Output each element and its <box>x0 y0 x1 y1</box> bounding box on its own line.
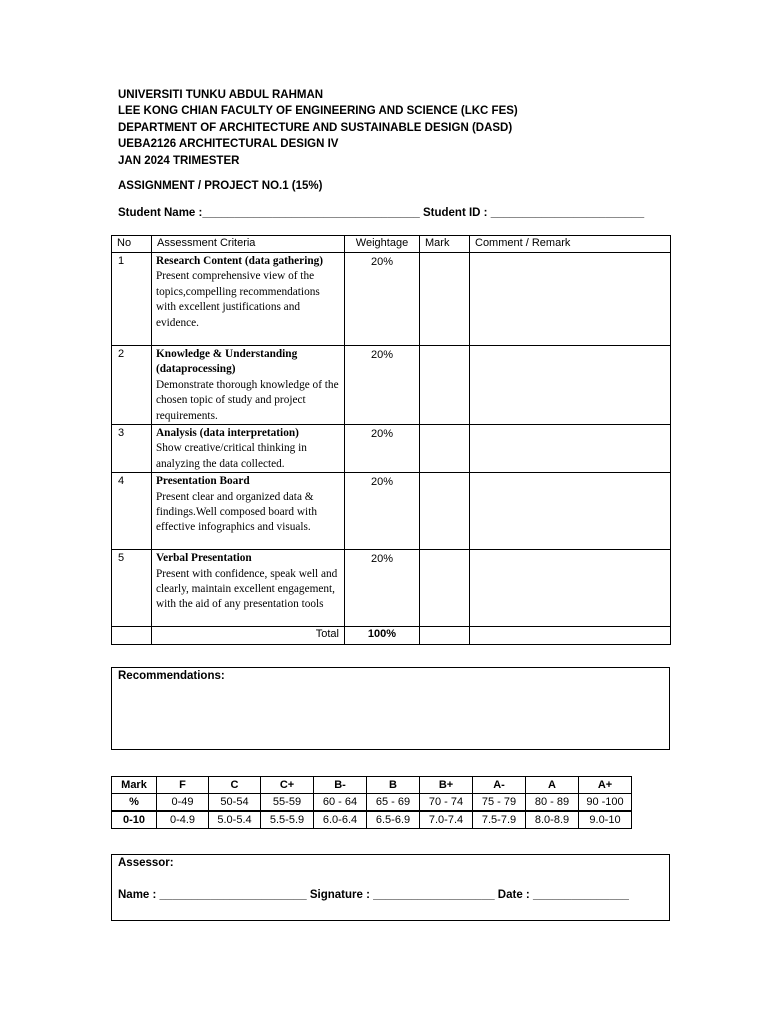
mark-cell[interactable] <box>420 473 470 550</box>
col-no-header: No <box>112 236 152 253</box>
grade-cell: 0-4.9 <box>157 811 209 829</box>
grade-cell: C <box>209 777 261 794</box>
grade-cell: 6.0-6.4 <box>314 811 367 829</box>
grade-cell: 5.0-5.4 <box>209 811 261 829</box>
grade-cell: 80 - 89 <box>526 794 579 812</box>
assignment-title: ASSIGNMENT / PROJECT NO.1 (15%) <box>118 180 323 192</box>
criteria-description: Present comprehensive view of the topics,compelling recommendations with excellent justifications and evidence. <box>156 270 320 329</box>
criteria-cell <box>152 550 345 627</box>
grade-cell: 75 - 79 <box>473 794 526 812</box>
grade-cell: 50-54 <box>209 794 261 812</box>
grade-cell: 7.5-7.9 <box>473 811 526 829</box>
trimester: JAN 2024 TRIMESTER <box>118 154 240 167</box>
course-name: UEBA2126 ARCHITECTURAL DESIGN IV <box>118 138 339 151</box>
grade-cell: 60 - 64 <box>314 794 367 812</box>
grade-cell: 65 - 69 <box>367 794 420 812</box>
criteria-cell <box>152 473 345 550</box>
criteria-title: Verbal Presentation <box>156 552 252 565</box>
criteria-cell <box>152 253 345 346</box>
criteria-title: Presentation Board <box>156 475 250 488</box>
grade-cell: % <box>112 794 157 812</box>
grade-cell: 0-49 <box>157 794 209 812</box>
row-no: 5 <box>112 550 152 627</box>
department-name: DEPARTMENT OF ARCHITECTURE AND SUSTAINABLE DESIGN (DASD) <box>118 121 513 134</box>
table-row <box>112 550 671 627</box>
criteria-description: Demonstrate thorough knowledge of the chosen topic of study and project requirements. <box>156 378 339 422</box>
comment-cell[interactable] <box>470 550 671 627</box>
row-no: 3 <box>112 425 152 473</box>
col-mark-header: Mark <box>420 236 470 253</box>
grade-row <box>112 794 632 812</box>
grade-cell: A <box>526 777 579 794</box>
criteria-title: Research Content (data gathering) <box>156 255 324 267</box>
faculty-name: LEE KONG CHIAN FACULTY OF ENGINEERING AND SCIENCE (LKC FES) <box>118 105 518 118</box>
row-no: 1 <box>112 253 152 346</box>
comment-cell[interactable] <box>470 346 671 425</box>
total-mark-cell[interactable] <box>420 627 470 645</box>
table-row <box>112 253 671 346</box>
criteria-title: Knowledge & Understanding (dataprocessing) <box>156 348 298 376</box>
weightage-cell: 20% <box>345 473 420 550</box>
grade-cell: Mark <box>112 777 157 794</box>
total-row <box>112 627 671 645</box>
row-no: 2 <box>112 346 152 425</box>
grade-cell: 6.5-6.9 <box>367 811 420 829</box>
table-row <box>112 346 671 425</box>
total-label: Total <box>152 627 345 645</box>
mark-cell[interactable] <box>420 253 470 346</box>
col-criteria-header: Assessment Criteria <box>152 236 345 253</box>
col-weightage-header: Weightage <box>345 236 420 253</box>
grade-cell: 9.0-10 <box>579 811 632 829</box>
table-row <box>112 425 671 473</box>
recommendations-label: Recommendations: <box>118 670 225 682</box>
comment-cell[interactable] <box>470 253 671 346</box>
student-info-line: Student Name :__________________________________ Student ID : ________________________ <box>118 207 645 219</box>
recommendations-box[interactable] <box>111 667 670 750</box>
total-value: 100% <box>345 627 420 645</box>
criteria-title: Analysis (data interpretation) <box>156 427 299 440</box>
table-row <box>112 473 671 550</box>
criteria-description: Show creative/critical thinking in analyzing the data collected. <box>156 442 307 470</box>
mark-cell[interactable] <box>420 425 470 473</box>
document-header <box>118 87 518 169</box>
row-no: 4 <box>112 473 152 550</box>
weightage-cell: 20% <box>345 425 420 473</box>
assessor-box <box>111 854 670 921</box>
assessor-label: Assessor: <box>118 857 174 869</box>
grade-cell: 0-10 <box>112 811 157 829</box>
comment-cell[interactable] <box>470 473 671 550</box>
col-comment-header: Comment / Remark <box>470 236 671 253</box>
university-name: UNIVERSITI TUNKU ABDUL RAHMAN <box>118 89 324 101</box>
comment-cell[interactable] <box>470 425 671 473</box>
grade-cell: 5.5-5.9 <box>261 811 314 829</box>
assessor-signature-line[interactable]: Name : _______________________ Signature : ___________________ Date : _______________ <box>118 889 629 901</box>
grade-cell: 70 - 74 <box>420 794 473 812</box>
total-comment-cell[interactable] <box>470 627 671 645</box>
grade-cell: 90 -100 <box>579 794 632 812</box>
grade-cell: 7.0-7.4 <box>420 811 473 829</box>
weightage-cell: 20% <box>345 550 420 627</box>
criteria-header-row <box>112 236 671 253</box>
total-empty-cell <box>112 627 152 645</box>
grade-row <box>112 811 632 829</box>
criteria-cell <box>152 346 345 425</box>
weightage-cell: 20% <box>345 346 420 425</box>
criteria-description: Present with confidence, speak well and clearly, maintain excellent engagement, with the aid of any presentation tools <box>156 567 338 611</box>
grade-cell: B <box>367 777 420 794</box>
grade-cell: 55-59 <box>261 794 314 812</box>
grade-cell: A- <box>473 777 526 794</box>
grade-cell: B+ <box>420 777 473 794</box>
mark-cell[interactable] <box>420 550 470 627</box>
grade-scale-table <box>111 776 632 829</box>
weightage-cell: 20% <box>345 253 420 346</box>
criteria-cell <box>152 425 345 473</box>
grade-cell: F <box>157 777 209 794</box>
criteria-description: Present clear and organized data & findings.Well composed board with effective infographics and visuals. <box>156 490 317 534</box>
assessment-criteria-table <box>111 235 671 645</box>
grade-cell: A+ <box>579 777 632 794</box>
grade-cell: C+ <box>261 777 314 794</box>
grade-cell: 8.0-8.9 <box>526 811 579 829</box>
grade-cell: B- <box>314 777 367 794</box>
grade-row <box>112 777 632 794</box>
mark-cell[interactable] <box>420 346 470 425</box>
